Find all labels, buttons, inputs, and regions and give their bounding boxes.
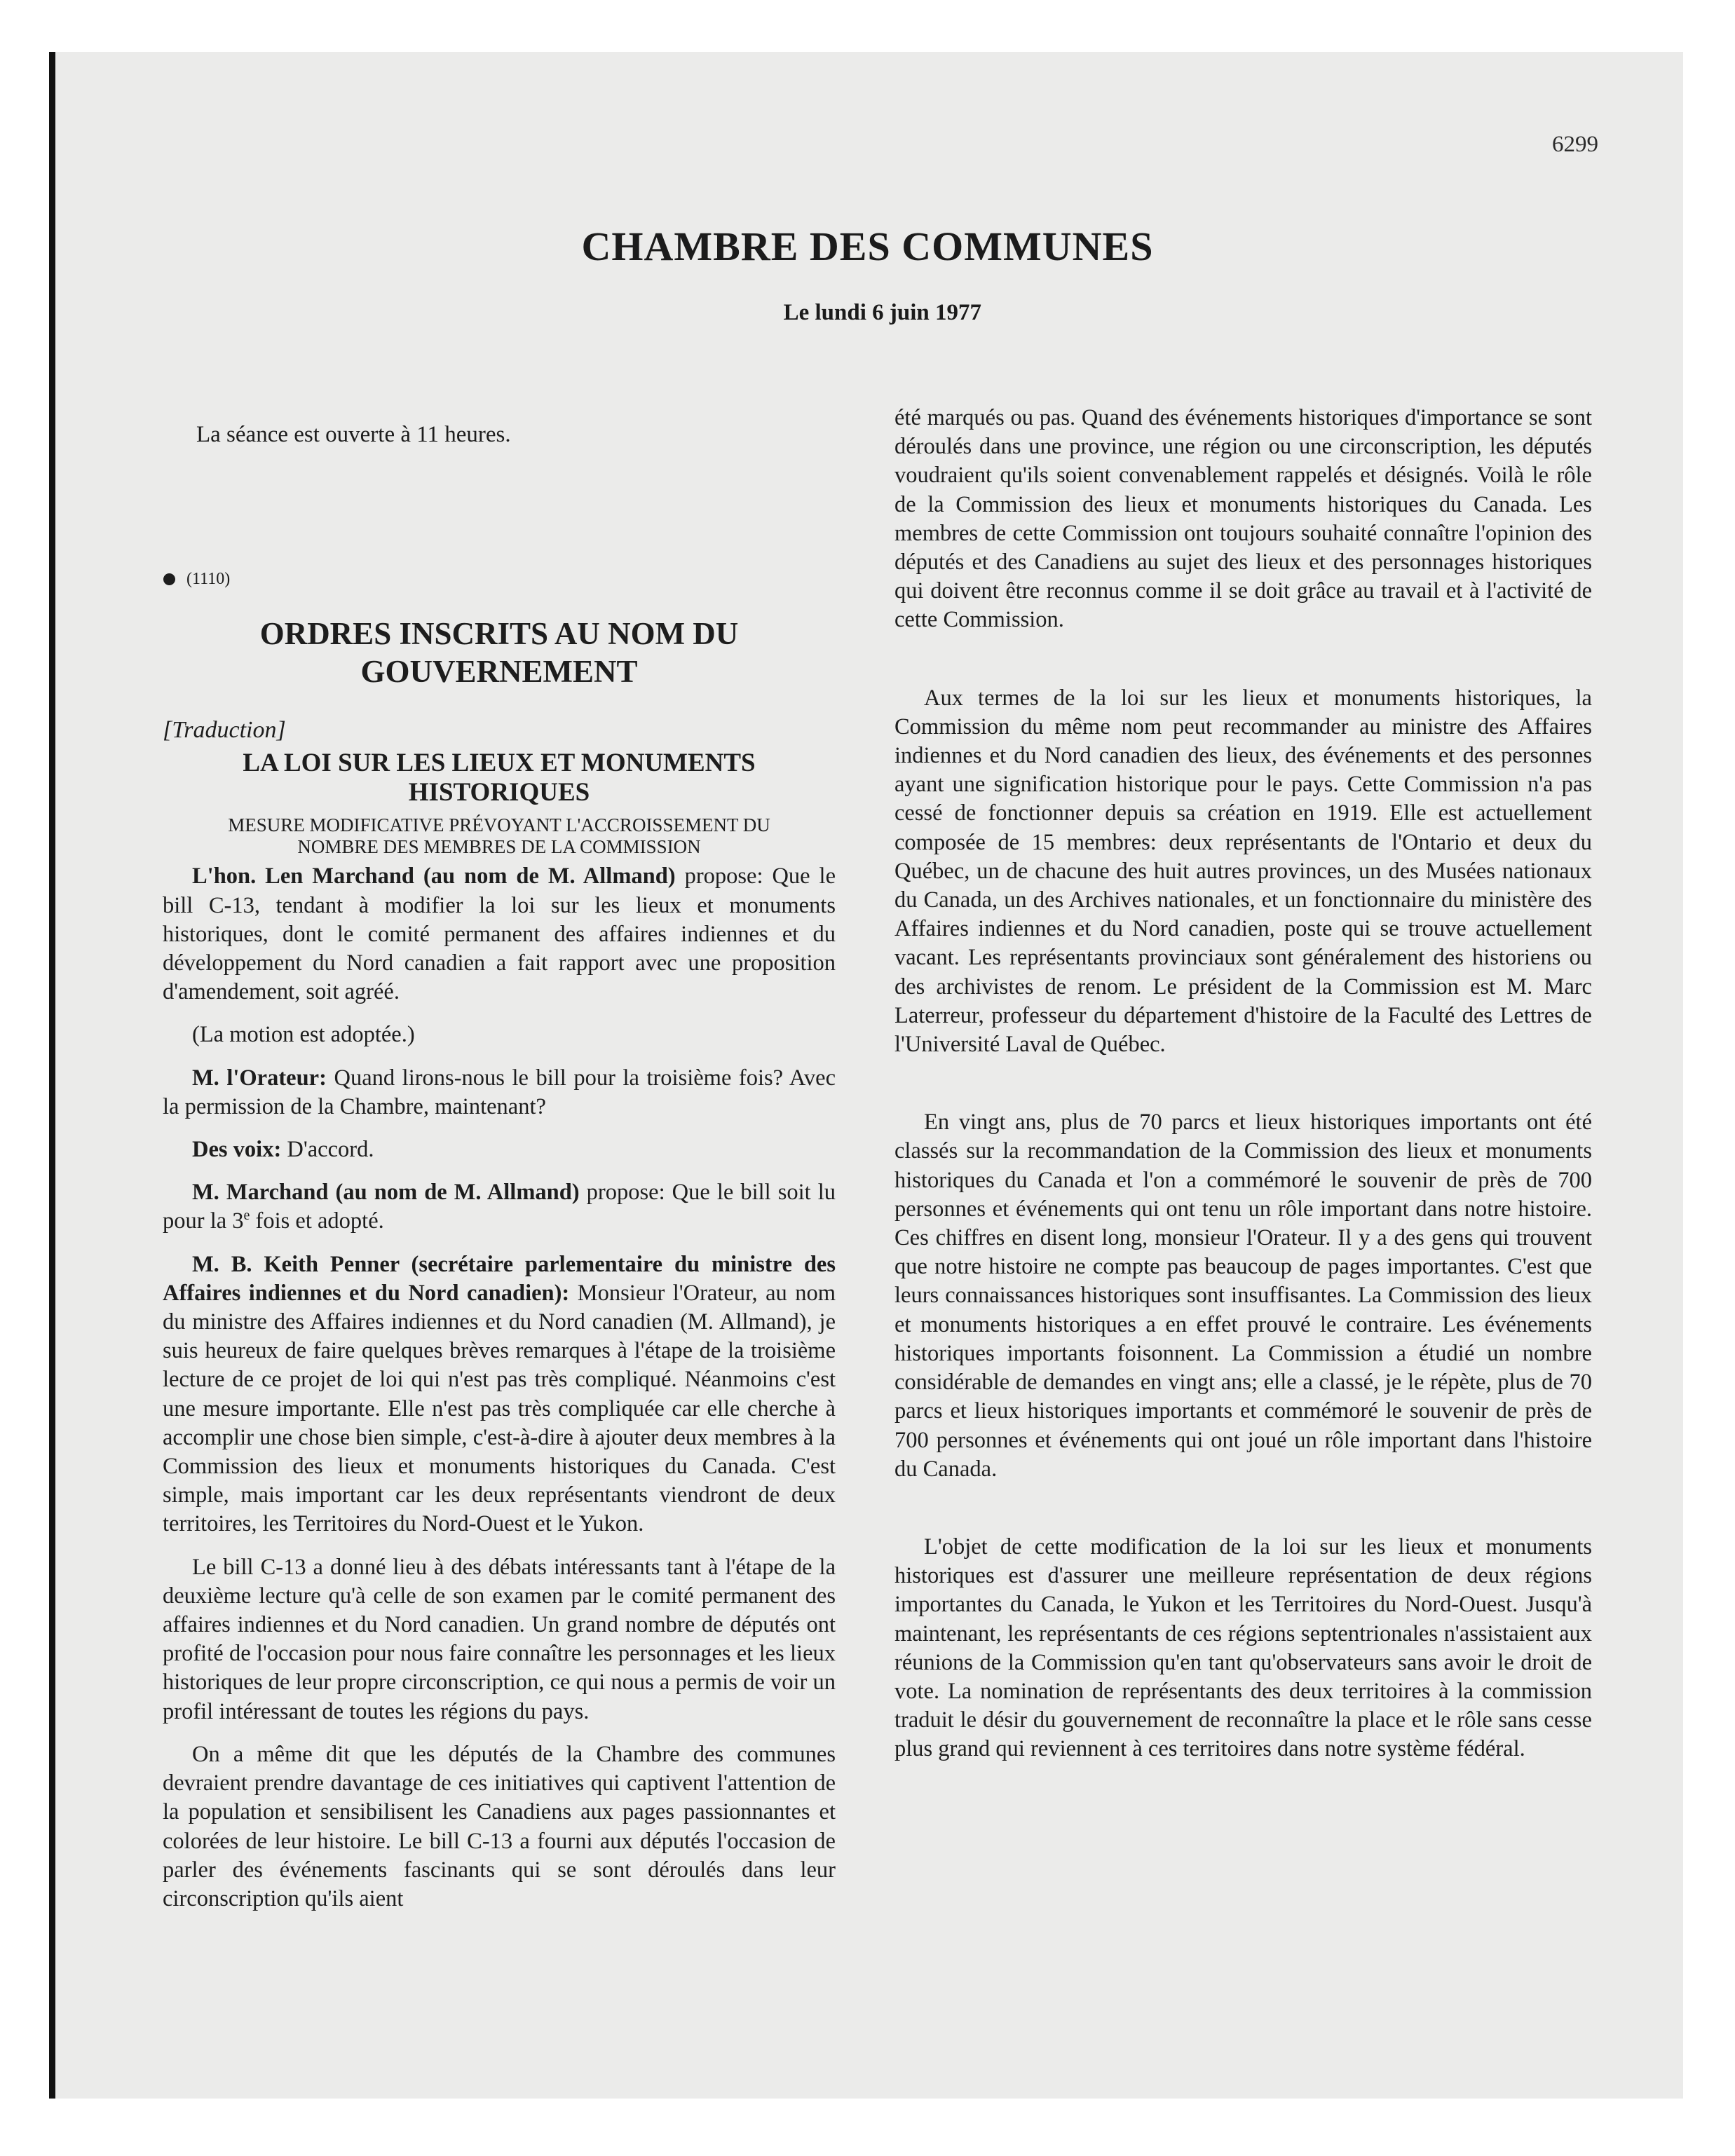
paragraph-text: Monsieur l'Orateur, au nom du ministre des Affaires indiennes et du Nord canadien (M. Allmand), je suis heureux de faire quelques brèves remarques à l'étape de la troisième lecture de ce projet de loi qui n'est pas très compliqué. Néanmoins c'est une mesure importante. Elle n'est pas très compliquée car elle cherche à accomplir une chose bien simple, c'est-à-dire à ajouter deux membres à la Commission des lieux et monuments historiques du Canada. C'est simple, mais important car les deux représentants viendront de deux territoires, les Territoires du Nord-Ouest et le Yukon. [163,1280,836,1537]
sitting-date: Le lundi 6 juin 1977 [783,300,981,325]
paragraph [163,1135,836,1164]
paragraph: L'objet de cette modification de la loi sur les lieux et monuments historiques est d'assurer une meilleure représentation de deux régions importantes du Canada, le Yukon et les Territoires du Nord-Ouest. Jusqu'à maintenant, les représentants de ces régions septentrionales n'assistaient aux réunions de la Commission qu'en tant qu'observateurs sans avoir le droit de vote. La nomination de représentants des deux territoires à la commission traduit le désir du gouvernement de reconnaître la place et le rôle sans cesse plus grand qui reviennent à ces territoires dans notre système fédéral. [894,1534,1592,1762]
paragraph-text: D'accord. [281,1137,374,1163]
paragraph: été marqués ou pas. Quand des événements historiques d'importance se sont déroulés dans une province, une région ou une circonscription, les députés voudraient qu'ils soient convenablement rappelés et désignés. Voilà le rôle de la Commission des lieux et monuments historiques du Canada. Les membres de cette Commission ont toujours souhaité connaître l'opinion des députés et des Canadiens au sujet des lieux et des personnages historiques qui doivent être reconnus comme il se doit grâce au travail et à l'activité de cette Commission. [894,405,1592,633]
paragraph [163,1064,836,1121]
paragraph [163,1021,836,1049]
time-marker [163,568,836,589]
right-column [894,404,1592,1764]
paragraph-text: (La motion est adoptée.) [192,1022,415,1048]
speaker-name: M. Marchand (au nom de M. Allmand) [192,1180,580,1206]
opening-statement: La séance est ouverte à 11 heures. [196,422,511,447]
bullet-icon [163,573,175,585]
scan-binding-edge [49,52,55,2099]
paragraph: Le bill C-13 a donné lieu à des débats intéressants tant à l'étape de la deuxième lecture qu'à celle de son examen par le comité permanent des affaires indiennes et du Nord canadien. Un grand nombre de députés ont profité de l'occasion pour nous faire connaître les personnages et les lieux historiques de leur propre circonscription, ce qui nous a permis de voir un profil intéressant de toutes les régions du pays. [163,1554,836,1724]
paragraph: Aux termes de la loi sur les lieux et monuments historiques, la Commission du même nom peut recommander au ministre des Affaires indiennes et du Nord canadien des lieux, des événements et des personnes ayant une signification historique pour le pays. Cette Commission n'a pas cessé de fonctionner depuis sa création en 1919. Elle est actuellement composée de 15 membres: deux représentants de l'Ontario et deux du Québec, un de chacune des huit autres provinces, un des Musées nationaux du Canada, un des Archives nationales, et un fonctionnaire du ministère des Affaires indiennes et du Nord canadien, poste qui se trouve actuellement vacant. Les représentants provinciaux sont généralement des historiens ou des archivistes de renom. Le président de la Commission est M. Marc Laterreur, professeur du département d'histoire de la Faculté des Lettres de l'Université Laval de Québec. [894,685,1592,1058]
section-title-line: GOUVERNEMENT [360,654,638,690]
superscript: e [243,1208,250,1224]
speaker-name: M. l'Orateur: [192,1065,327,1091]
left-column [163,407,836,1913]
paragraph: On a même dit que les députés de la Chambre des communes devraient prendre davantage de ces initiatives qui captivent l'attention de la population et sensibilisent les Canadiens aux pages passionnantes et colorées de leur histoire. Le bill C-13 a fourni aux députés l'occasion de parler des événements fascinants qui se sont déroulés dans leur circonscription qu'ils aient [163,1741,836,1911]
speaker-name: L'hon. Len Marchand (au nom de M. Allmand) [192,864,676,889]
section-title-line: ORDRES INSCRITS AU NOM DU [259,616,739,652]
section-title [163,615,836,690]
paragraph-text: fois et adopté. [250,1208,384,1234]
translation-note: [Traduction] [163,717,286,744]
paragraph [163,1250,836,1539]
paragraph-text: propose: Que le bill C-13, tendant à modifier la loi sur les lieux et monuments historiques, dont le comité permanent des affaires indiennes et du développement du Nord canadien a fait rapport avec une proposition d'amendement, soit agréé. [163,864,836,1005]
page-title: CHAMBRE DES COMMUNES [581,224,1154,269]
subject-title-line: HISTORIQUES [408,778,590,807]
speaker-name: M. B. Keith Penner (secrétaire parlementaire du ministre des Affaires indiennes et du Nord canadien): [163,1251,836,1306]
time-marker-text: (1110) [186,570,231,589]
speaker-name: Des voix: [192,1137,282,1163]
paragraph-text: Quand lirons-nous le bill pour la troisième fois? Avec la permission de la Chambre, maintenant? [163,1065,836,1119]
paragraph: En vingt ans, plus de 70 parcs et lieux historiques importants ont été classés sur la recommandation de la Commission des lieux et monuments historiques du Canada et l'on a commémoré le souvenir de près de 700 personnes et événements qui ont tenu un rôle important dans notre histoire. Ces chiffres en disent long, monsieur l'Orateur. Il y a des gens qui trouvent que notre histoire ne compte pas beaucoup de pages importantes. C'est que leurs connaissances historiques sont insuffisantes. La Commission des lieux et monuments historiques a en effet prouvé le contraire. Les événements historiques importants foisonnent. La Commission a étudié un nombre considérable de demandes en vingt ans; elle a classé, je le répète, plus de 70 parcs et lieux historiques importants et commémoré le souvenir de près de 700 personnes et événements qui ont joué un rôle important dans l'histoire du Canada. [894,1110,1592,1482]
page-number: 6299 [1552,132,1598,157]
subject-title [163,749,836,807]
paragraph [163,862,836,1007]
paragraph [163,1178,836,1236]
subject-title-line: LA LOI SUR LES LIEUX ET MONUMENTS [243,749,756,778]
subsubject-title: MESURE MODIFICATIVE PRÉVOYANT L'ACCROISSEMENT DU NOMBRE DES MEMBRES DE LA COMMISSION [228,814,770,858]
paragraph-text: propose: Que le bill soit lu pour la 3 [163,1180,836,1234]
